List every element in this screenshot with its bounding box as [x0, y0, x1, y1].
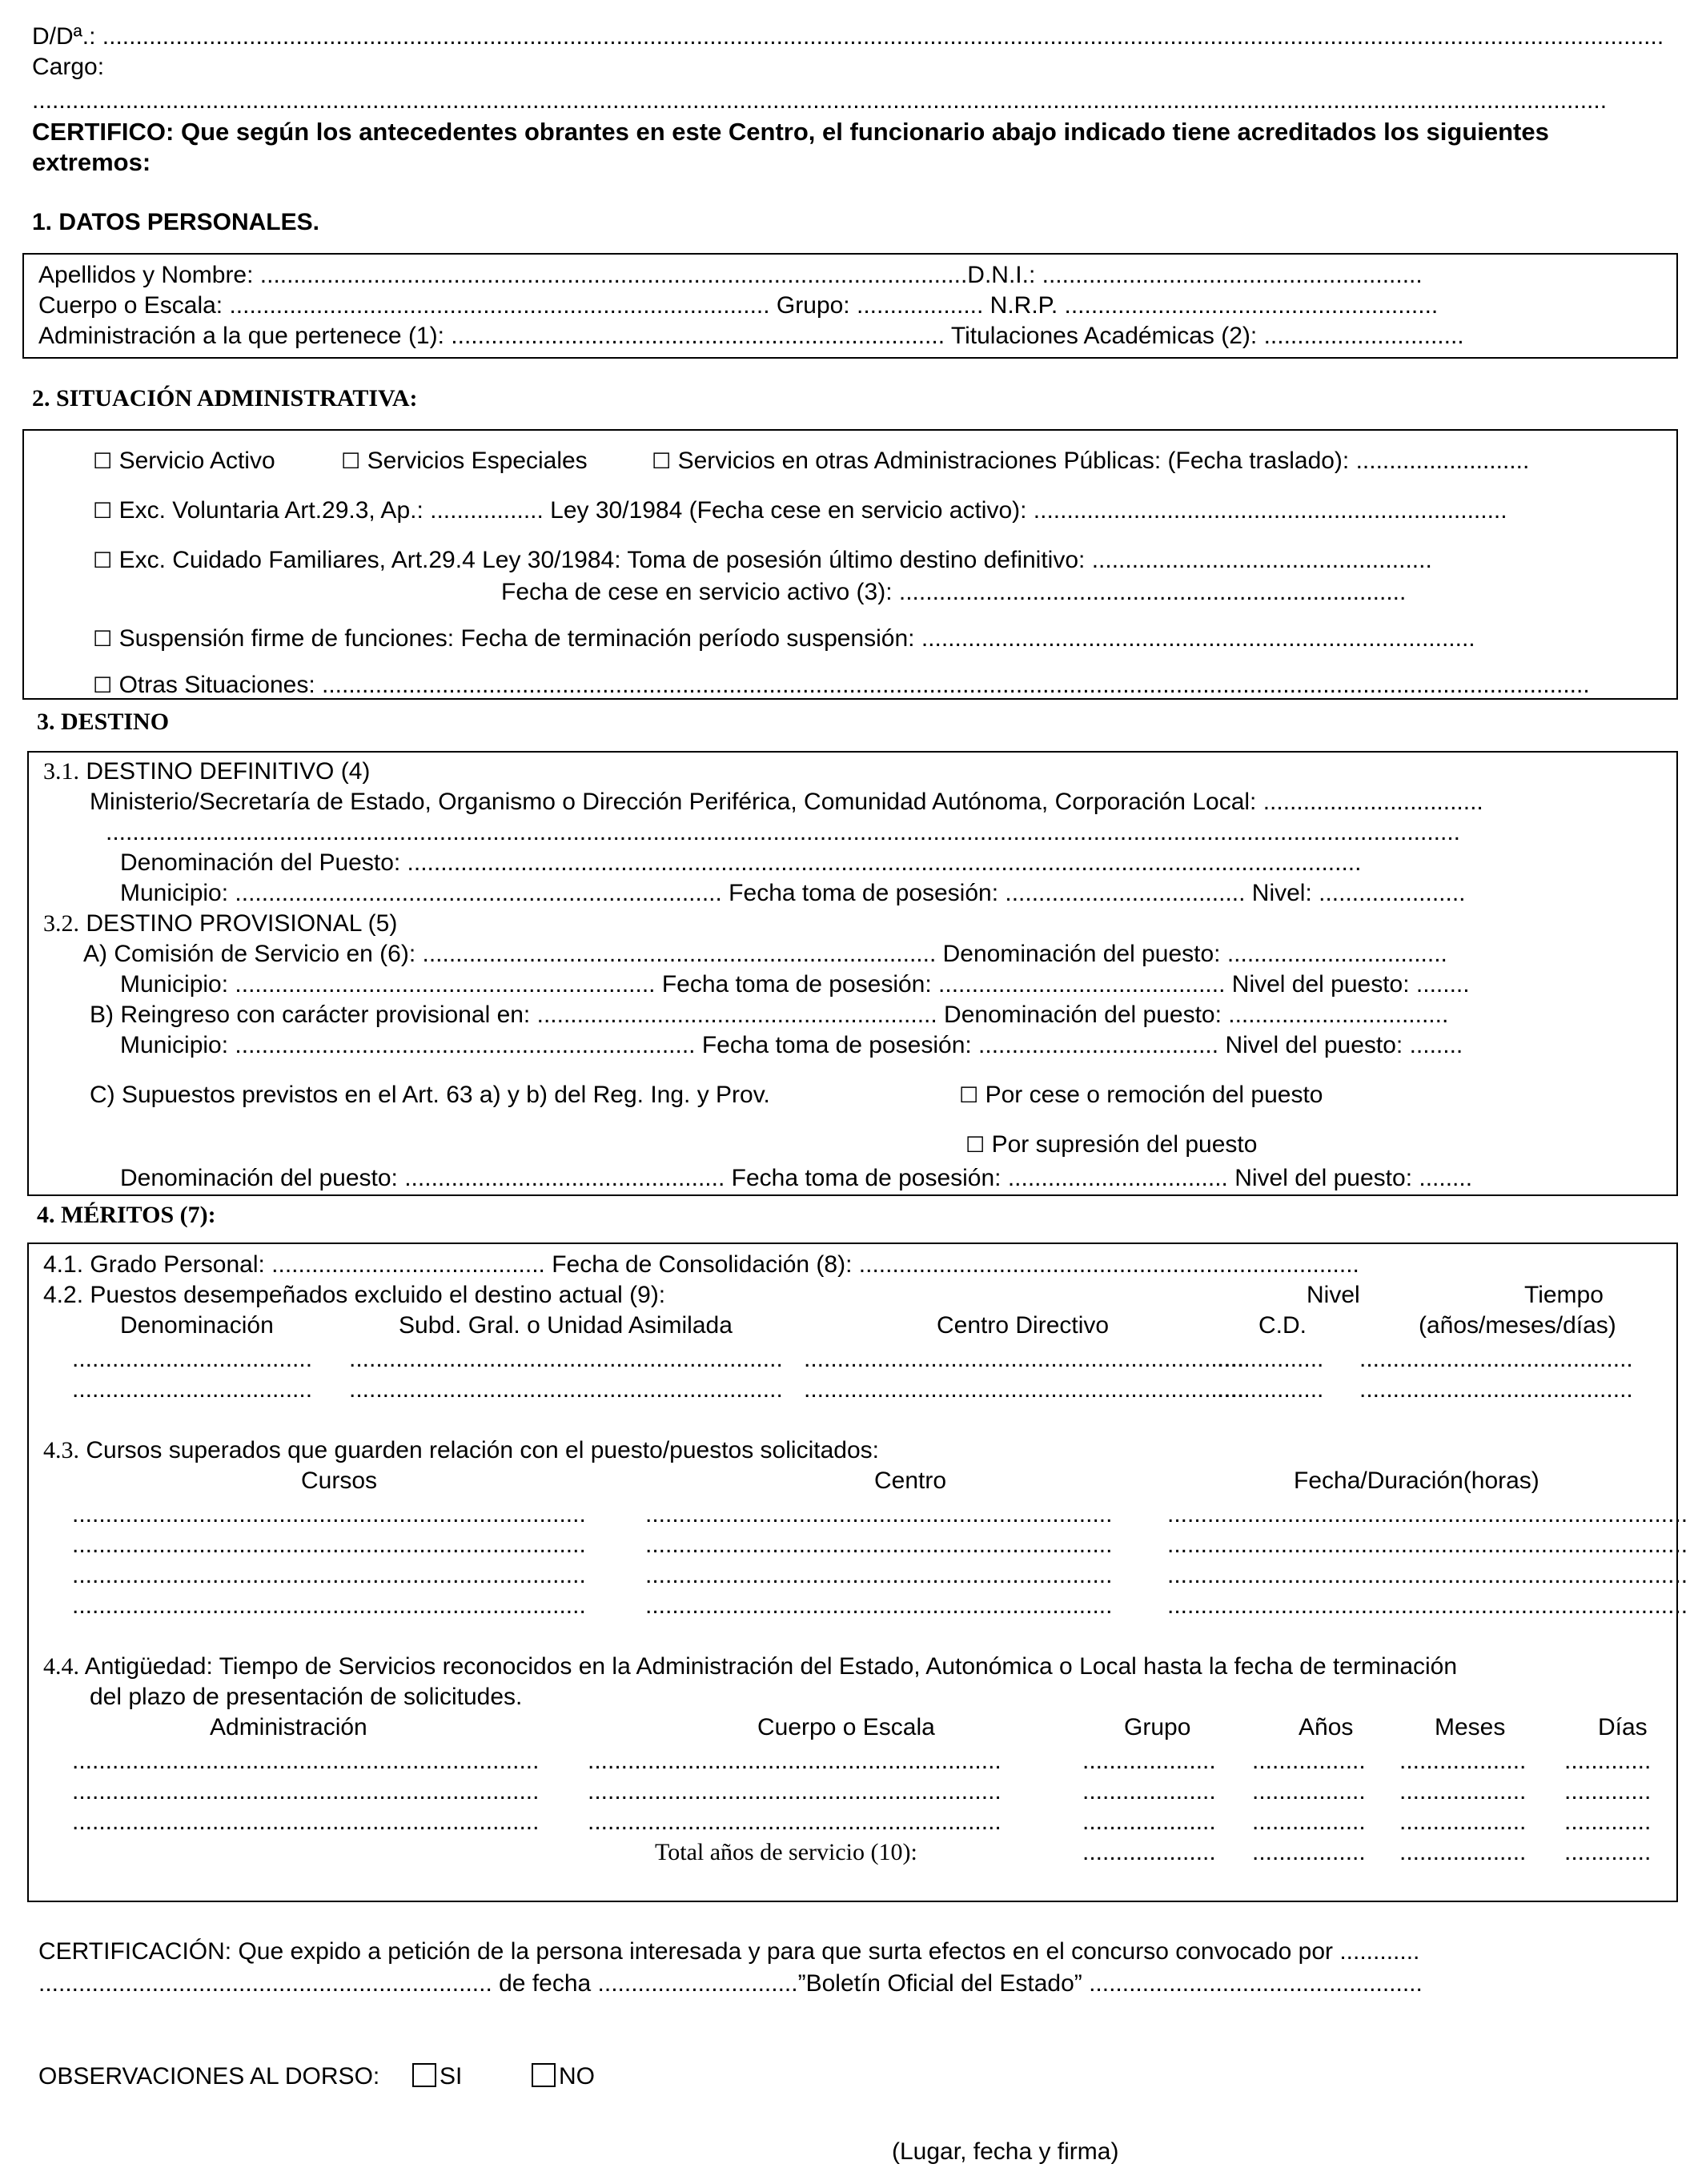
suspension-label: Suspensión firme de funciones: Fecha de terminación período suspensión: ...................................................................................: [118, 625, 1475, 652]
otras-administraciones-label: Servicios en otras Administraciones Públicas: (Fecha traslado): ..........................: [677, 448, 1530, 474]
destino-provisional-heading: [43, 909, 397, 938]
administracion-field[interactable]: Administración a la que pertenece (1): .......................................................................... Titulaciones Académicas (2): ..............................: [38, 323, 1464, 349]
supuestos-denominacion-field[interactable]: Denominación del puesto: ................................................ Fecha toma de posesión: ................................. Nivel del puesto: ........: [120, 1165, 1473, 1191]
comision-servicio-field[interactable]: A) Comisión de Servicio en (6): ............................................................................. Denominación del puesto: .................................: [83, 941, 1447, 967]
no-checkbox[interactable]: [532, 2063, 556, 2087]
curso-field[interactable]: .............................................................................: [72, 1501, 586, 1528]
antiguedad-cuerpo-field[interactable]: ..............................................................: [588, 1748, 1002, 1774]
cursos-number: 4.3.: [43, 1437, 79, 1463]
si-checkbox[interactable]: [412, 2063, 436, 2087]
supresion-option: [965, 1130, 1257, 1159]
curso-field[interactable]: .............................................................................: [72, 1592, 586, 1619]
header-meses: Meses: [1435, 1714, 1506, 1740]
cursos-title: Cursos superados que guarden relación con el puesto/puestos solicitados:: [86, 1437, 879, 1463]
si-label: SI: [439, 2063, 463, 2090]
certifico-text: CERTIFICO: Que según los antecedentes obrantes en este Centro, el funcionario abajo indicado tiene acreditados los siguientes: [32, 118, 1549, 146]
antiguedad-dias-field[interactable]: .............: [1564, 1748, 1652, 1774]
cargo-label: Cargo:: [32, 54, 105, 80]
header-anos-meses-dias: (años/meses/días): [1419, 1312, 1616, 1339]
header-anos: Años: [1299, 1714, 1354, 1740]
antiguedad-cuerpo-field[interactable]: ..............................................................: [588, 1778, 1002, 1805]
destino-definitivo-number: 3.1.: [43, 758, 79, 785]
section-1-box: [22, 253, 1678, 359]
exc-cuidado-checkbox[interactable]: ☐: [93, 548, 113, 573]
antiguedad-meses-field[interactable]: ...................: [1399, 1809, 1527, 1835]
antiguedad-grupo-field[interactable]: ....................: [1082, 1748, 1216, 1774]
servicio-activo-label: Servicio Activo: [118, 448, 275, 474]
total-grupo-field[interactable]: ....................: [1082, 1839, 1216, 1865]
curso-fecha-field[interactable]: ..............................................................................: [1167, 1532, 1688, 1558]
exc-cuidado-label: Exc. Cuidado Familiares, Art.29.4 Ley 30/1984: Toma de posesión último destino definitivo: ...................................................: [118, 547, 1432, 573]
header-dias: Días: [1598, 1714, 1648, 1740]
header-centro-directivo: Centro Directivo: [937, 1312, 1110, 1339]
total-anos-label: Total años de servicio (10):: [655, 1839, 917, 1865]
section-4-title: 4. MÉRITOS (7):: [37, 1202, 216, 1228]
situacion-row-3: [93, 546, 1432, 575]
reingreso-field[interactable]: B) Reingreso con carácter provisional en: ............................................................ Denominación del puesto: .................................: [90, 1002, 1449, 1028]
puesto-centro-field[interactable]: ..................................................................: [804, 1376, 1245, 1403]
antiguedad-admin-field[interactable]: ......................................................................: [72, 1809, 540, 1835]
observaciones-label: OBSERVACIONES AL DORSO:: [38, 2063, 380, 2090]
puestos-desempenados-label: 4.2. Puestos desempeñados excluido el destino actual (9):: [43, 1282, 666, 1308]
antiguedad-admin-field[interactable]: ......................................................................: [72, 1748, 540, 1774]
antiguedad-heading: [43, 1652, 1457, 1681]
puesto-cd-field[interactable]: ................: [1217, 1346, 1324, 1372]
cese-remocion-label: Por cese o remoción del puesto: [985, 1082, 1323, 1108]
cese-remocion-checkbox[interactable]: ☐: [959, 1083, 979, 1108]
header-cursos: Cursos: [301, 1467, 378, 1494]
certificacion-text: CERTIFICACIÓN: Que expido a petición de la persona interesada y para que surta efectos en el concurso convocado por ............: [38, 1938, 1420, 1965]
cargo-field[interactable]: ............................................................................................................................................................................................................................................: [32, 87, 1608, 114]
header-cd: C.D.: [1258, 1312, 1307, 1339]
section-1-title: 1. DATOS PERSONALES.: [32, 209, 319, 235]
curso-fecha-field[interactable]: ..............................................................................: [1167, 1501, 1688, 1528]
curso-field[interactable]: .............................................................................: [72, 1532, 586, 1558]
section-2-box: [22, 429, 1678, 700]
supuestos-label: C) Supuestos previstos en el Art. 63 a) y b) del Reg. Ing. y Prov.: [90, 1082, 770, 1108]
cursos-heading: [43, 1436, 879, 1465]
section-2-title: 2. SITUACIÓN ADMINISTRATIVA:: [32, 385, 418, 412]
puesto-subd-field[interactable]: .................................................................: [349, 1346, 783, 1372]
cese-remocion-option: [959, 1081, 1323, 1110]
servicios-especiales-label: Servicios Especiales: [367, 448, 588, 474]
situacion-row-2: [93, 496, 1507, 525]
destino-definitivo-title: DESTINO DEFINITIVO (4): [86, 758, 371, 785]
otras-administraciones-checkbox[interactable]: ☐: [652, 449, 672, 474]
servicios-especiales-checkbox[interactable]: ☐: [341, 449, 361, 474]
puesto-denominacion-field[interactable]: ....................................: [72, 1376, 313, 1403]
header-cuerpo-escala: Cuerpo o Escala: [757, 1714, 935, 1740]
header-fecha-duracion: Fecha/Duración(horas): [1294, 1467, 1539, 1494]
certifico-text-2: extremos:: [32, 148, 151, 176]
destino-provisional-title: DESTINO PROVISIONAL (5): [86, 910, 398, 937]
puesto-centro-field[interactable]: ..................................................................: [804, 1346, 1245, 1372]
header-administracion: Administración: [210, 1714, 367, 1740]
antiguedad-meses-field[interactable]: ...................: [1399, 1778, 1527, 1805]
firma-label: (Lugar, fecha y firma): [892, 2138, 1119, 2165]
supresion-label: Por supresión del puesto: [991, 1131, 1258, 1158]
puesto-cd-field[interactable]: ................: [1217, 1376, 1324, 1403]
suspension-checkbox[interactable]: ☐: [93, 627, 113, 652]
antiguedad-dias-field[interactable]: .............: [1564, 1809, 1652, 1835]
destino-definitivo-heading: [43, 757, 370, 786]
situacion-row-4: [93, 624, 1475, 653]
curso-centro-field[interactable]: ......................................................................: [645, 1592, 1113, 1619]
exc-voluntaria-label: Exc. Voluntaria Art.29.3, Ap.: ................. Ley 30/1984 (Fecha cese en servicio activo): .......................................................................: [118, 497, 1507, 524]
situacion-row-5: [93, 671, 1590, 700]
curso-centro-field[interactable]: ......................................................................: [645, 1532, 1113, 1558]
otras-situaciones-label: Otras Situaciones: ..............................................................................................................................................................................................: [118, 672, 1590, 698]
denominacion-puesto-field[interactable]: Denominación del Puesto: ...............................................................................................................................................: [120, 849, 1362, 876]
curso-field[interactable]: .............................................................................: [72, 1562, 586, 1588]
total-meses-field[interactable]: ...................: [1399, 1839, 1527, 1865]
curso-centro-field[interactable]: ......................................................................: [645, 1562, 1113, 1588]
ministerio-field[interactable]: Ministerio/Secretaría de Estado, Organismo o Dirección Periférica, Comunidad Autónoma, Corporación Local: .................................: [90, 789, 1483, 815]
destino-provisional-number: 3.2.: [43, 910, 79, 937]
curso-fecha-field[interactable]: ..............................................................................: [1167, 1592, 1688, 1619]
antiguedad-anos-field[interactable]: .................: [1252, 1809, 1366, 1835]
antiguedad-title: Antigüedad: Tiempo de Servicios reconocidos en la Administración del Estado, Autonómica o Local hasta la fecha de terminación: [84, 1653, 1458, 1680]
grado-personal-field[interactable]: 4.1. Grado Personal: ......................................... Fecha de Consolidación (8): ...........................................................................: [43, 1251, 1359, 1278]
antiguedad-title-2: del plazo de presentación de solicitudes.: [90, 1684, 523, 1710]
curso-centro-field[interactable]: ......................................................................: [645, 1501, 1113, 1528]
antiguedad-admin-field[interactable]: ......................................................................: [72, 1778, 540, 1805]
supresion-checkbox[interactable]: ☐: [965, 1133, 985, 1158]
puesto-subd-field[interactable]: .................................................................: [349, 1376, 783, 1403]
puesto-denominacion-field[interactable]: ....................................: [72, 1346, 313, 1372]
certificacion-field[interactable]: .................................................................... de fecha ..............................”Boletín Oficial del Estado” ..................................................: [38, 1970, 1423, 1997]
header-denominacion: Denominación: [120, 1312, 274, 1339]
cuerpo-escala-field[interactable]: Cuerpo o Escala: ................................................................................. Grupo: ................... N.R.P. ........................................................: [38, 292, 1439, 319]
dda-field[interactable]: D/Dª.: ..........................................................................................................................................................................................................................................: [32, 23, 1664, 50]
ministerio-field-cont[interactable]: ...........................................................................................................................................................................................................: [106, 819, 1460, 845]
antiguedad-grupo-field[interactable]: ....................: [1082, 1778, 1216, 1805]
municipio-definitivo-field[interactable]: Municipio: ......................................................................... Fecha toma de posesión: .................................... Nivel: ......................: [120, 880, 1466, 906]
comision-municipio-field[interactable]: Municipio: ............................................................... Fecha toma de posesión: ........................................... Nivel del puesto: ........: [120, 971, 1470, 998]
header-subd-gral: Subd. Gral. o Unidad Asimilada: [399, 1312, 733, 1339]
section-3-title: 3. DESTINO: [37, 709, 170, 735]
situacion-row-1c: [652, 447, 1529, 476]
no-label: NO: [558, 2063, 595, 2090]
servicio-activo-checkbox[interactable]: ☐: [93, 449, 113, 474]
observaciones-row: [38, 2062, 595, 2091]
curso-fecha-field[interactable]: ..............................................................................: [1167, 1562, 1688, 1588]
header-tiempo: Tiempo: [1524, 1282, 1604, 1308]
antiguedad-number: 4.4.: [43, 1653, 79, 1680]
antiguedad-anos-field[interactable]: .................: [1252, 1748, 1366, 1774]
fecha-cese-field[interactable]: Fecha de cese en servicio activo (3): ............................................................................: [501, 579, 1407, 605]
antiguedad-anos-field[interactable]: .................: [1252, 1778, 1366, 1805]
header-nivel: Nivel: [1307, 1282, 1360, 1308]
total-dias-field[interactable]: .............: [1564, 1839, 1652, 1865]
puesto-tiempo-field[interactable]: .........................................: [1359, 1376, 1633, 1403]
otras-situaciones-checkbox[interactable]: ☐: [93, 673, 113, 698]
section-3-box: [27, 751, 1678, 1196]
section-4-box: [27, 1243, 1688, 1902]
reingreso-municipio-field[interactable]: Municipio: ..................................................................... Fecha toma de posesión: .................................... Nivel del puesto: ........: [120, 1032, 1463, 1058]
antiguedad-dias-field[interactable]: .............: [1564, 1778, 1652, 1805]
apellidos-nombre-field[interactable]: Apellidos y Nombre: ..........................................................................................................D.N.I.: .........................................................: [38, 262, 1423, 288]
antiguedad-meses-field[interactable]: ...................: [1399, 1748, 1527, 1774]
puesto-tiempo-field[interactable]: .........................................: [1359, 1346, 1633, 1372]
situacion-row-1b: [341, 447, 588, 476]
antiguedad-cuerpo-field[interactable]: ..............................................................: [588, 1809, 1002, 1835]
total-anos-field[interactable]: .................: [1252, 1839, 1366, 1865]
header-grupo: Grupo: [1124, 1714, 1191, 1740]
exc-voluntaria-checkbox[interactable]: ☐: [93, 499, 113, 524]
situacion-row-1: [93, 447, 275, 476]
header-centro: Centro: [874, 1467, 947, 1494]
antiguedad-grupo-field[interactable]: ....................: [1082, 1809, 1216, 1835]
